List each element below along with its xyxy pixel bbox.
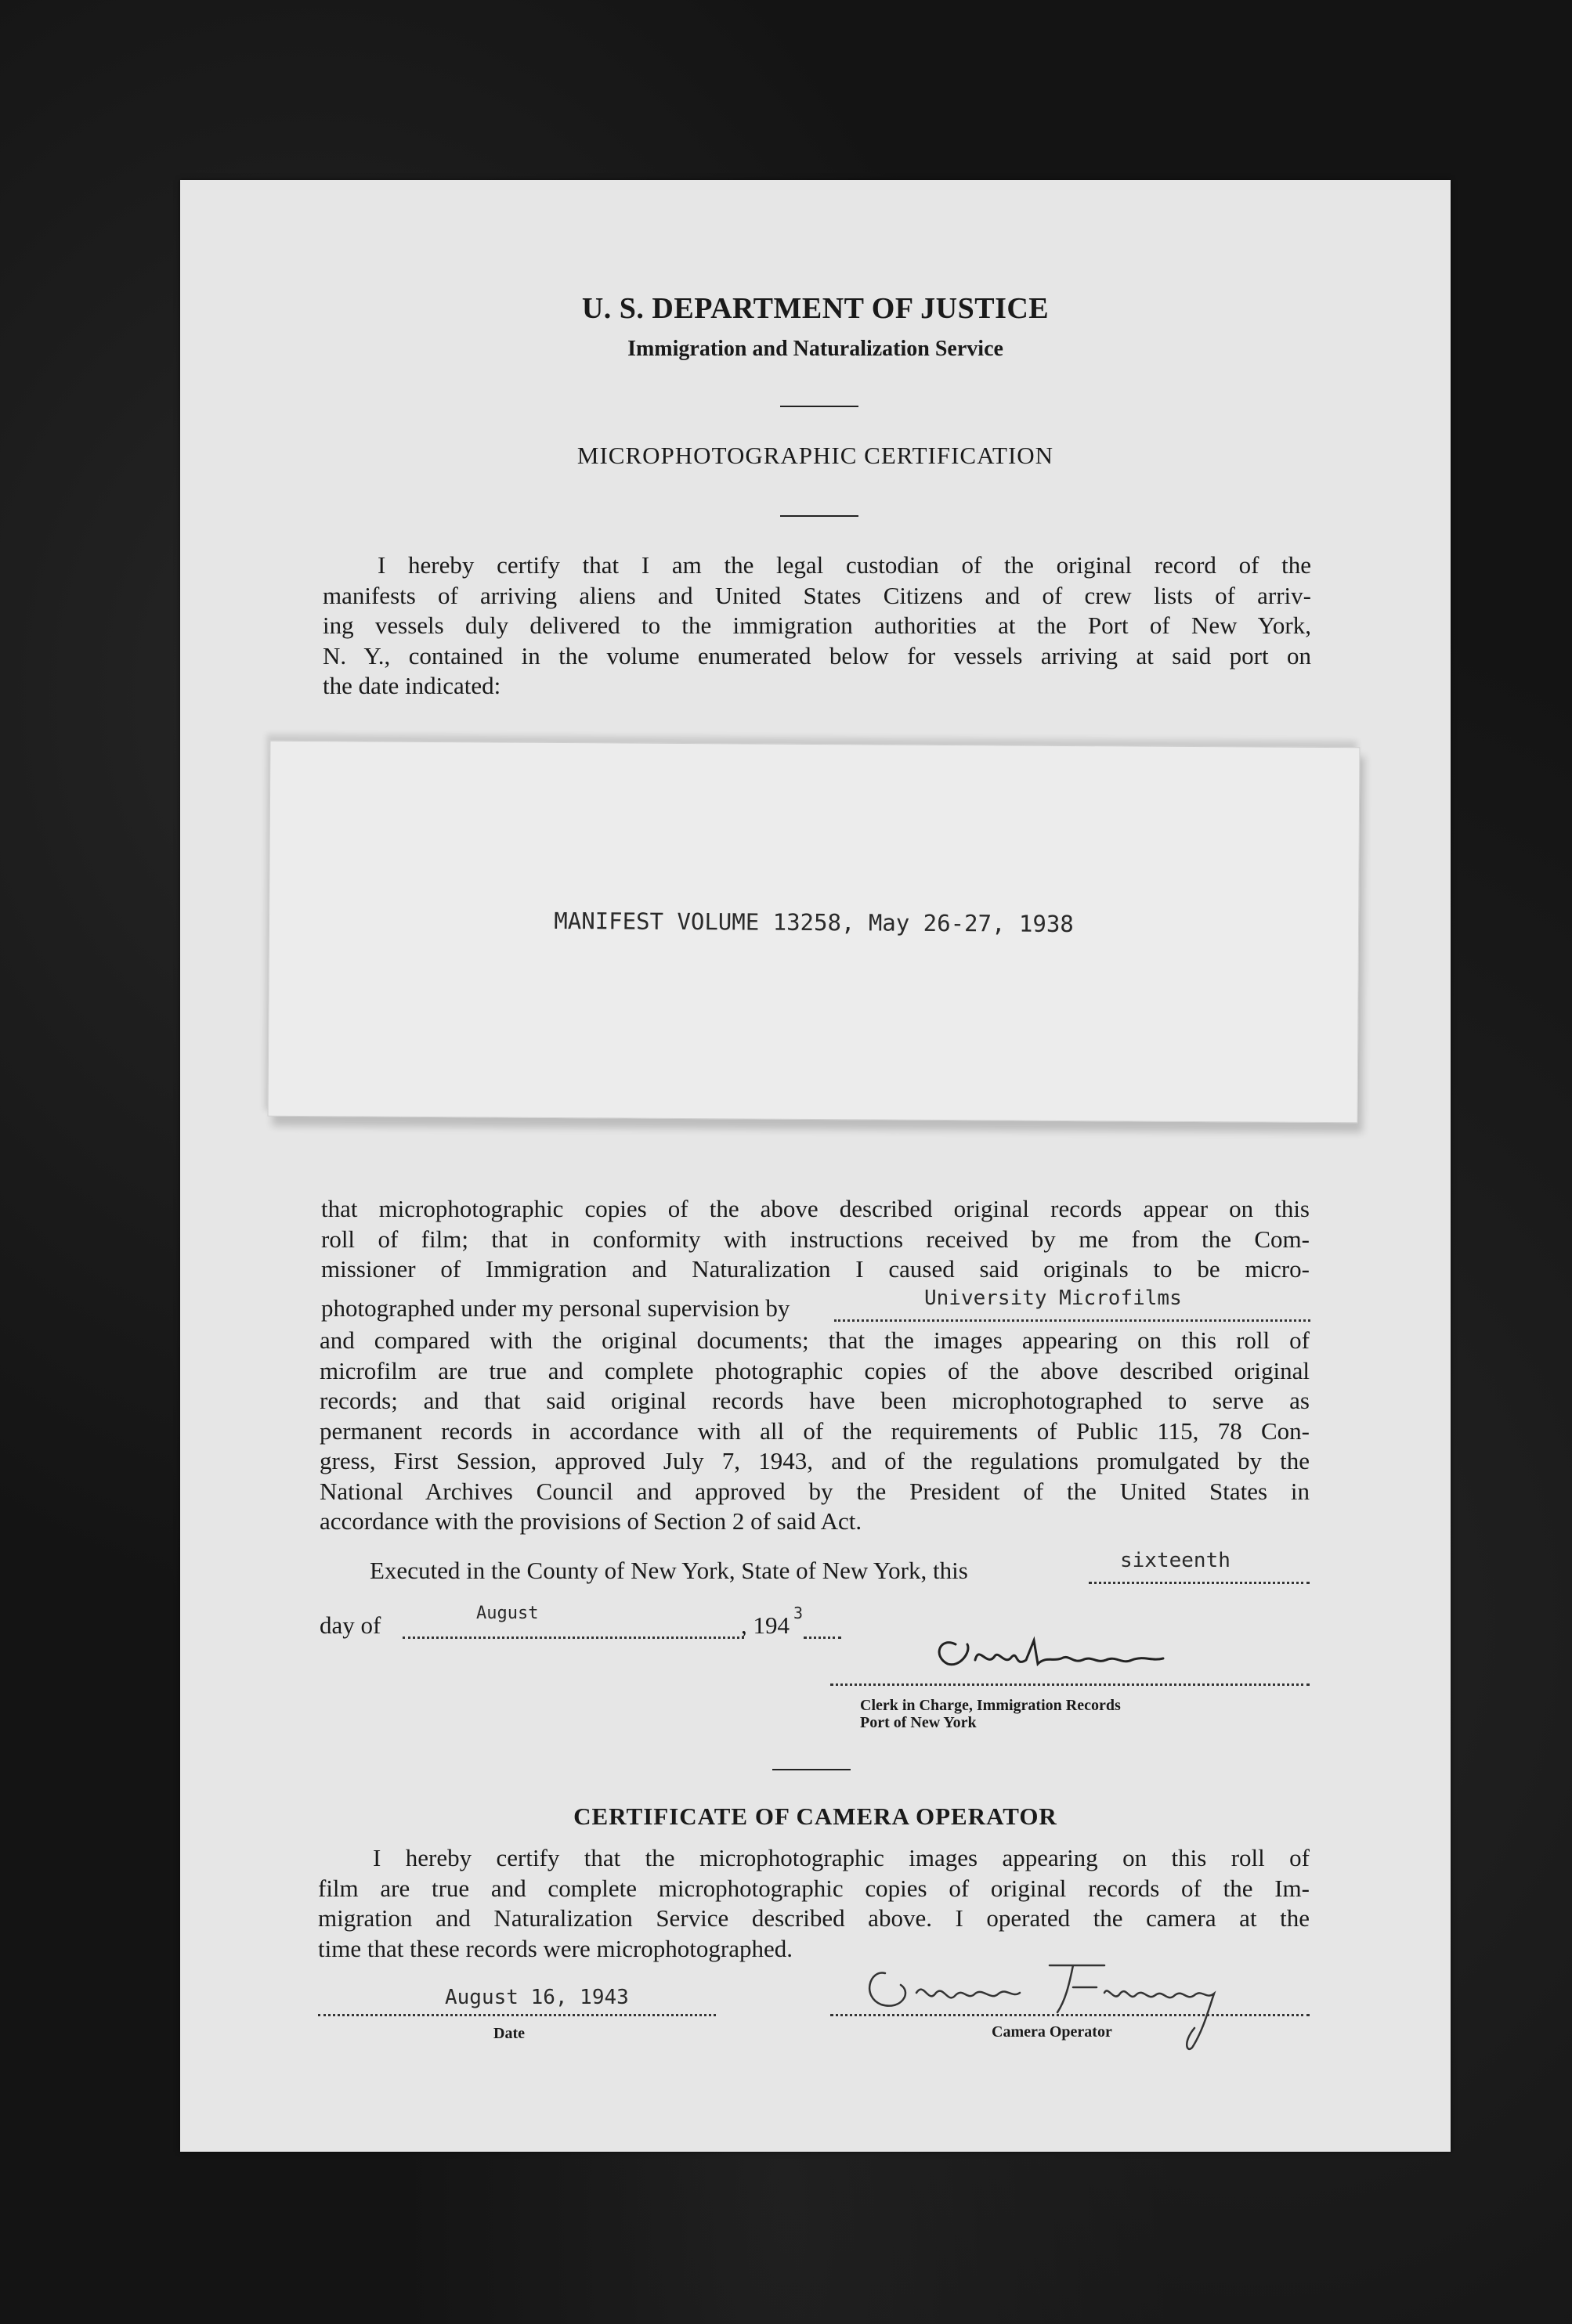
body-line: that microphotographic copies of the above described original records appear on this — [321, 1195, 1310, 1222]
service-subheading: Immigration and Naturalization Service — [627, 337, 1003, 361]
camera-certificate-paragraph — [318, 1843, 1310, 1964]
clerk-signature — [901, 1621, 1230, 1683]
manifest-volume-card — [268, 741, 1361, 1123]
body-line: microfilm are true and complete photographic copies of the above described original — [320, 1356, 1310, 1384]
intro-paragraph — [323, 550, 1311, 702]
department-heading: U. S. DEPARTMENT OF JUSTICE — [581, 292, 1050, 325]
supervision-blank — [834, 1319, 1310, 1322]
day-blank — [1089, 1582, 1310, 1584]
clerk-signature-line — [830, 1683, 1310, 1686]
camera-certificate-heading: CERTIFICATE OF CAMERA OPERATOR — [573, 1803, 1057, 1830]
clerk-title-line: Port of New York — [860, 1714, 977, 1731]
body-paragraph-continued — [320, 1326, 1310, 1537]
body-line: gress, First Session, approved July 7, 1943, and of the regulations promulgated by the — [320, 1447, 1310, 1474]
date-line — [318, 2014, 716, 2016]
divider — [772, 1769, 851, 1770]
camera-operator-signature — [838, 1950, 1277, 2059]
body-paragraph — [321, 1194, 1310, 1285]
supervision-value: University Microfilms — [924, 1286, 1182, 1310]
certification-date-value: August 16, 1943 — [445, 1986, 629, 2009]
month-blank — [403, 1637, 744, 1639]
intro-line: manifests of arriving aliens and United States Citizens and of crew lists of arriv- — [323, 581, 1311, 609]
intro-line: I hereby certify that I am the legal custodian of the original record of the — [378, 551, 1311, 579]
body-line: missioner of Immigration and Naturalization I caused said originals to be micro- — [321, 1255, 1310, 1283]
intro-line: ing vessels duly delivered to the immigration authorities at the Port of New York, — [323, 612, 1311, 639]
body-line: accordance with the provisions of Section 2 of said Act. — [320, 1507, 862, 1535]
body-line: permanent records in accordance with all of the requirements of Public 115, 78 Con- — [320, 1416, 1310, 1445]
clerk-title-line: Clerk in Charge, Immigration Records — [860, 1697, 1121, 1714]
intro-line: N. Y., contained in the volume enumerated below for vessels arriving at said port on — [323, 641, 1311, 669]
year-blank — [804, 1637, 841, 1639]
month-value: August — [476, 1604, 539, 1623]
camera-line: migration and Naturalization Service described above. I operated the camera at the — [318, 1904, 1310, 1932]
supervision-label: photographed under my personal supervision by — [321, 1294, 790, 1322]
year-digit: 3 — [793, 1604, 804, 1622]
certificate-sheet — [180, 180, 1451, 2152]
body-line: records; and that said original records have been microphotographed to serve as — [320, 1387, 1310, 1414]
date-label: Date — [493, 2025, 525, 2042]
operator-label: Camera Operator — [992, 2023, 1112, 2041]
divider — [780, 406, 858, 407]
body-line: roll of film; that in conformity with instructions received by me from the Com- — [321, 1225, 1310, 1253]
execution-label: Executed in the County of New York, State of New York, this — [370, 1557, 968, 1584]
camera-line: film are true and complete microphotographic copies of original records of the Im- — [318, 1874, 1310, 1902]
clerk-title — [860, 1697, 1121, 1731]
camera-line: I hereby certify that the microphotographic images appearing on this roll of — [373, 1844, 1310, 1871]
year-prefix: , 194 — [741, 1611, 790, 1639]
body-line: National Archives Council and approved by the President of the United States in — [320, 1477, 1310, 1505]
manifest-volume-text: MANIFEST VOLUME 13258, May 26-27, 1938 — [554, 907, 1074, 938]
operator-signature-line — [830, 2014, 1310, 2016]
intro-line: the date indicated: — [323, 672, 501, 699]
divider — [780, 515, 858, 517]
camera-line: time that these records were microphotographed. — [318, 1934, 793, 1962]
document-title: MICROPHOTOGRAPHIC CERTIFICATION — [576, 442, 1054, 469]
body-line: and compared with the original documents; that the images appearing on this roll of — [320, 1326, 1310, 1354]
day-value: sixteenth — [1120, 1549, 1230, 1572]
day-of-label: day of — [320, 1611, 381, 1639]
